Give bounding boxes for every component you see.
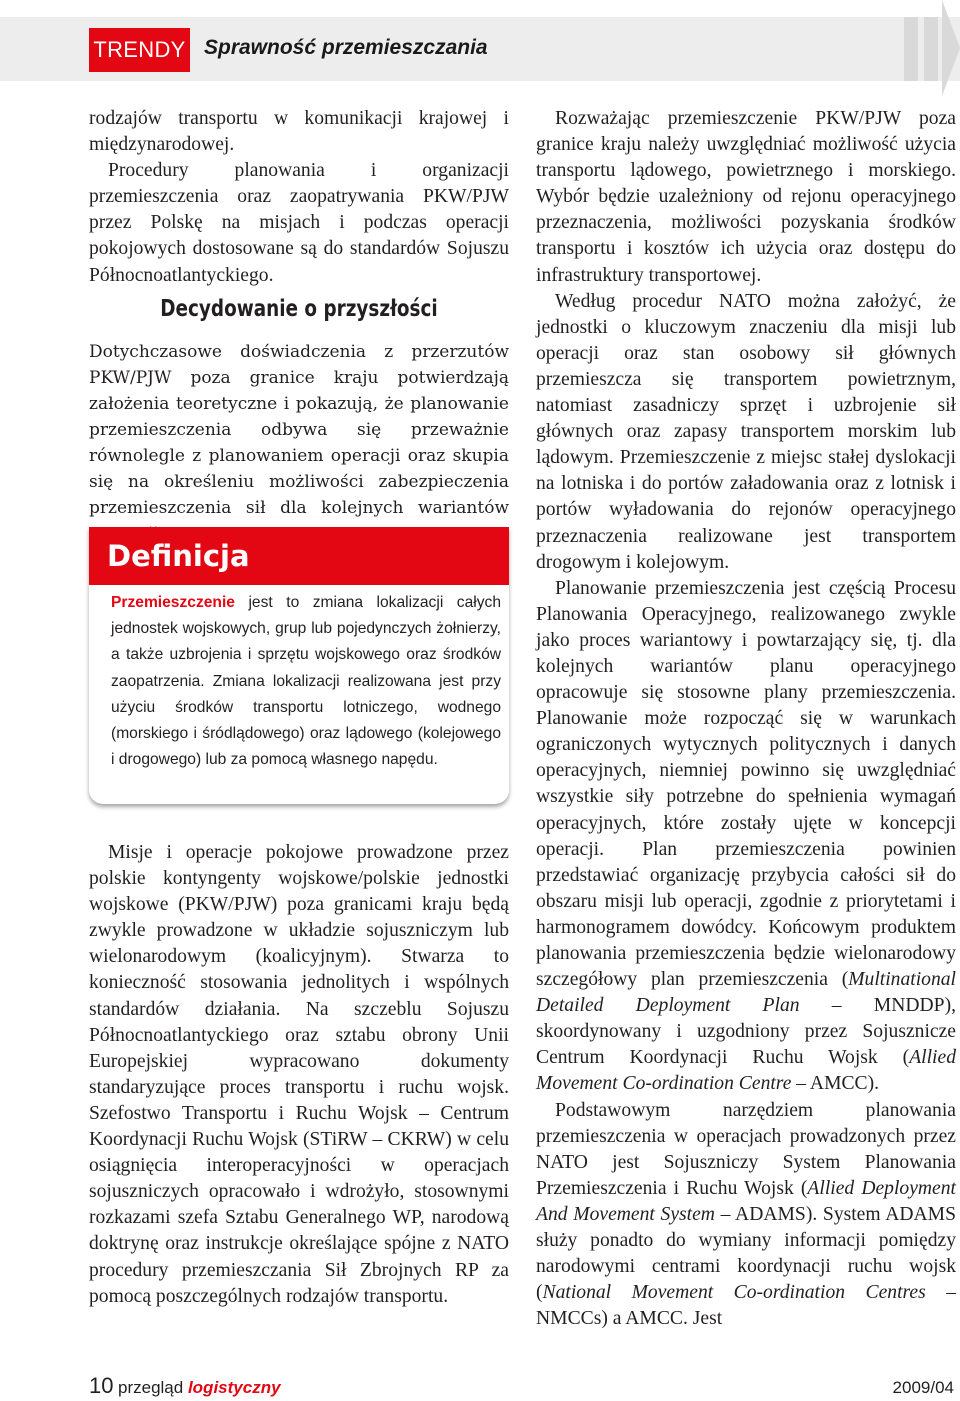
definition-box [89,527,509,804]
text-run: – NMCCs) a AMCC. Jest [536,1282,956,1330]
text-run-italic: Allied Deployment And Movement System [536,1177,956,1225]
brand-part: logistyczny [187,1378,281,1397]
text-run: Podstawowym narzędziem planowania przemieszczenia w operacjach prowadzonych przez NATO jest Sojuszniczy System Planowania Przemieszczenia i Ruchu Wojsk ( [536,1099,956,1199]
page-number: 10 [89,1373,114,1398]
magazine-brand [118,1378,281,1398]
text-run-italic: Allied Movement Co-ordination Centre [536,1047,956,1095]
paragraph: Rozważając przemieszczenie PKW/PJW poza granice kraju należy uwzględniać możliwość użycia transportu lądowego, powietrznego i morskiego. Wybór będzie uzależniony od rejonu operacyjnego przeznaczenia, możliwości pozyskania środków transportu i kosztów ich użycia oraz dostępu do infrastruktury transportowej. [536,108,956,286]
paragraph: Procedury planowania i organizacji przemieszczenia oraz zaopatrywania PKW/PJW przez Polskę na misjach i podczas operacji pokojowych dostosowane są do standardów Sojuszu Północnoatlantyckiego. [89,160,509,286]
text-run: – MNDDP), skoordynowany i uzgodniony przez Sojusznicze Centrum Koordynacji Ruchu Wojsk ( [536,995,956,1069]
paragraph: Według procedur NATO można założyć, że jednostki o kluczowym znaczeniu dla misji lub operacji oraz stan osobowy sił głównych przemieszcza się transportem powietrznym, natomiast zasadniczy sprzęt i uzbrojenie sił głównych oraz zapasy transportem morskim lub lądowym. Przemieszczenie z miejsc stałej dyslokacji na lotniska i do portów załadowania oraz z lotnisk i portów wyładowania do rejonów operacyjnego przeznaczenia realizowane jest transportem drogowym i kolejowym. [536,290,956,573]
issue-number: 2009/04 [892,1378,954,1397]
article-title: Sprawność przemieszczania [204,36,488,59]
text-run-italic: National Movement Co-ordination Centres [542,1282,926,1304]
text-run: – AMCC). [791,1073,880,1095]
brand-part: przegląd [118,1378,184,1397]
text-run: Planowanie przemieszczenia jest częścią Procesu Planowania Operacyjnego, realizowanego zwykle jako proces wariantowy i powtarzający się, tj. dla kolejnych wariantów planu operacyjnego opracowuje się stosowne plany przemieszczenia. Planowanie może rozpocząć się w warunkach ograniczonych wytycznych politycznych i danych operacyjnych, niemniej powinno się uwzględniać wszystkie siły potrzebne do spełnienia wymagań operacyjnych, które zostały ujęte w koncepcji operacji. Plan przemieszczenia powinien przedstawiać organizację przybycia całości sił do obszaru misji lub operacji, zgodnie z priorytetami i harmonogramem dowódcy. Końcowym produktem planowania przemieszczenia będzie wielonarodowy szczegółowy plan przemieszczenia ( [536,577,956,991]
definition-term: Przemieszczenie [111,594,235,611]
definition-body [111,590,501,773]
definition-text: jest to zmiana lokalizacji całych jednostek wojskowych, grup lub pojedynczych żołnierzy, a także uzbrojenia i sprzętu wojskowego oraz środków zaopatrzenia. Zmiana lokalizacji realizowana jest przy użyciu środków transportu lotniczego, wodnego (morskiego i śródlądowego) oraz lądowego (kolejowego i drogowego) lub za pomocą własnego napędu. [111,594,501,769]
paragraph: rodzajów transportu w komunikacji krajowej i międzynarodowej. [89,108,509,156]
right-column [536,106,956,1332]
left-column-bottom [89,840,509,1310]
left-column-top [89,106,509,289]
text-run-italic: Multinational Detailed Deployment Plan [536,969,956,1017]
chevron-right-icon [902,0,960,96]
section-heading: Decydowanie o przyszłości [160,296,438,322]
section-intro [89,339,509,547]
paragraph: Misje i operacje pokojowe prowadzone przez polskie kontyngenty wojskowe/polskie jednostki wojskowe (PKW/PJW) poza granicami kraju będą zwykle prowadzone w układzie sojuszniczym lub wielonarodowym (koalicyjnym). Stwarza to konieczność stosowania jednolitych i wspólnych standardów działania. Na szczeblu Sojuszu Północnoatlantyckiego oraz sztabu obrony Unii Europejskiej wypracowano dokumenty standaryzujące proces transportu i ruchu wojsk. Szefostwo Transportu i Ruchu Wojsk – Centrum Koordynacji Ruchu Wojsk (STiRW – CKRW) w celu osiągnięcia interoperacyjności w operacjach sojuszniczych opracowało i wdrożyło, stosownymi rozkazami szefa Sztabu Generalnego WP, narodową doktrynę oraz instrukcje określające spójne z NATO procedury przemieszczania Sił Zbrojnych RP za pomocą poszczególnych rodzajów transportu. [89,842,509,1307]
paragraph [536,576,956,1098]
paragraph [536,1098,956,1333]
definition-title: Definicja [89,527,509,585]
text-run: – ADAMS). System ADAMS służy ponadto do wymiany informacji pomiędzy narodowymi centrami koordynacji ruchu wojsk ( [536,1203,956,1304]
section-label: TRENDY [89,28,190,72]
paragraph: Dotychczasowe doświadczenia z przerzutów PKW/PJW poza granice kraju potwierdzają założenia teoretyczne i pokazują, że planowanie przemieszczenia odbywa się przeważnie równolegle z planowaniem operacji oraz skupia się na określeniu możliwości zabezpieczenia przemieszczenia sił dla kolejnych wariantów [89,342,509,518]
